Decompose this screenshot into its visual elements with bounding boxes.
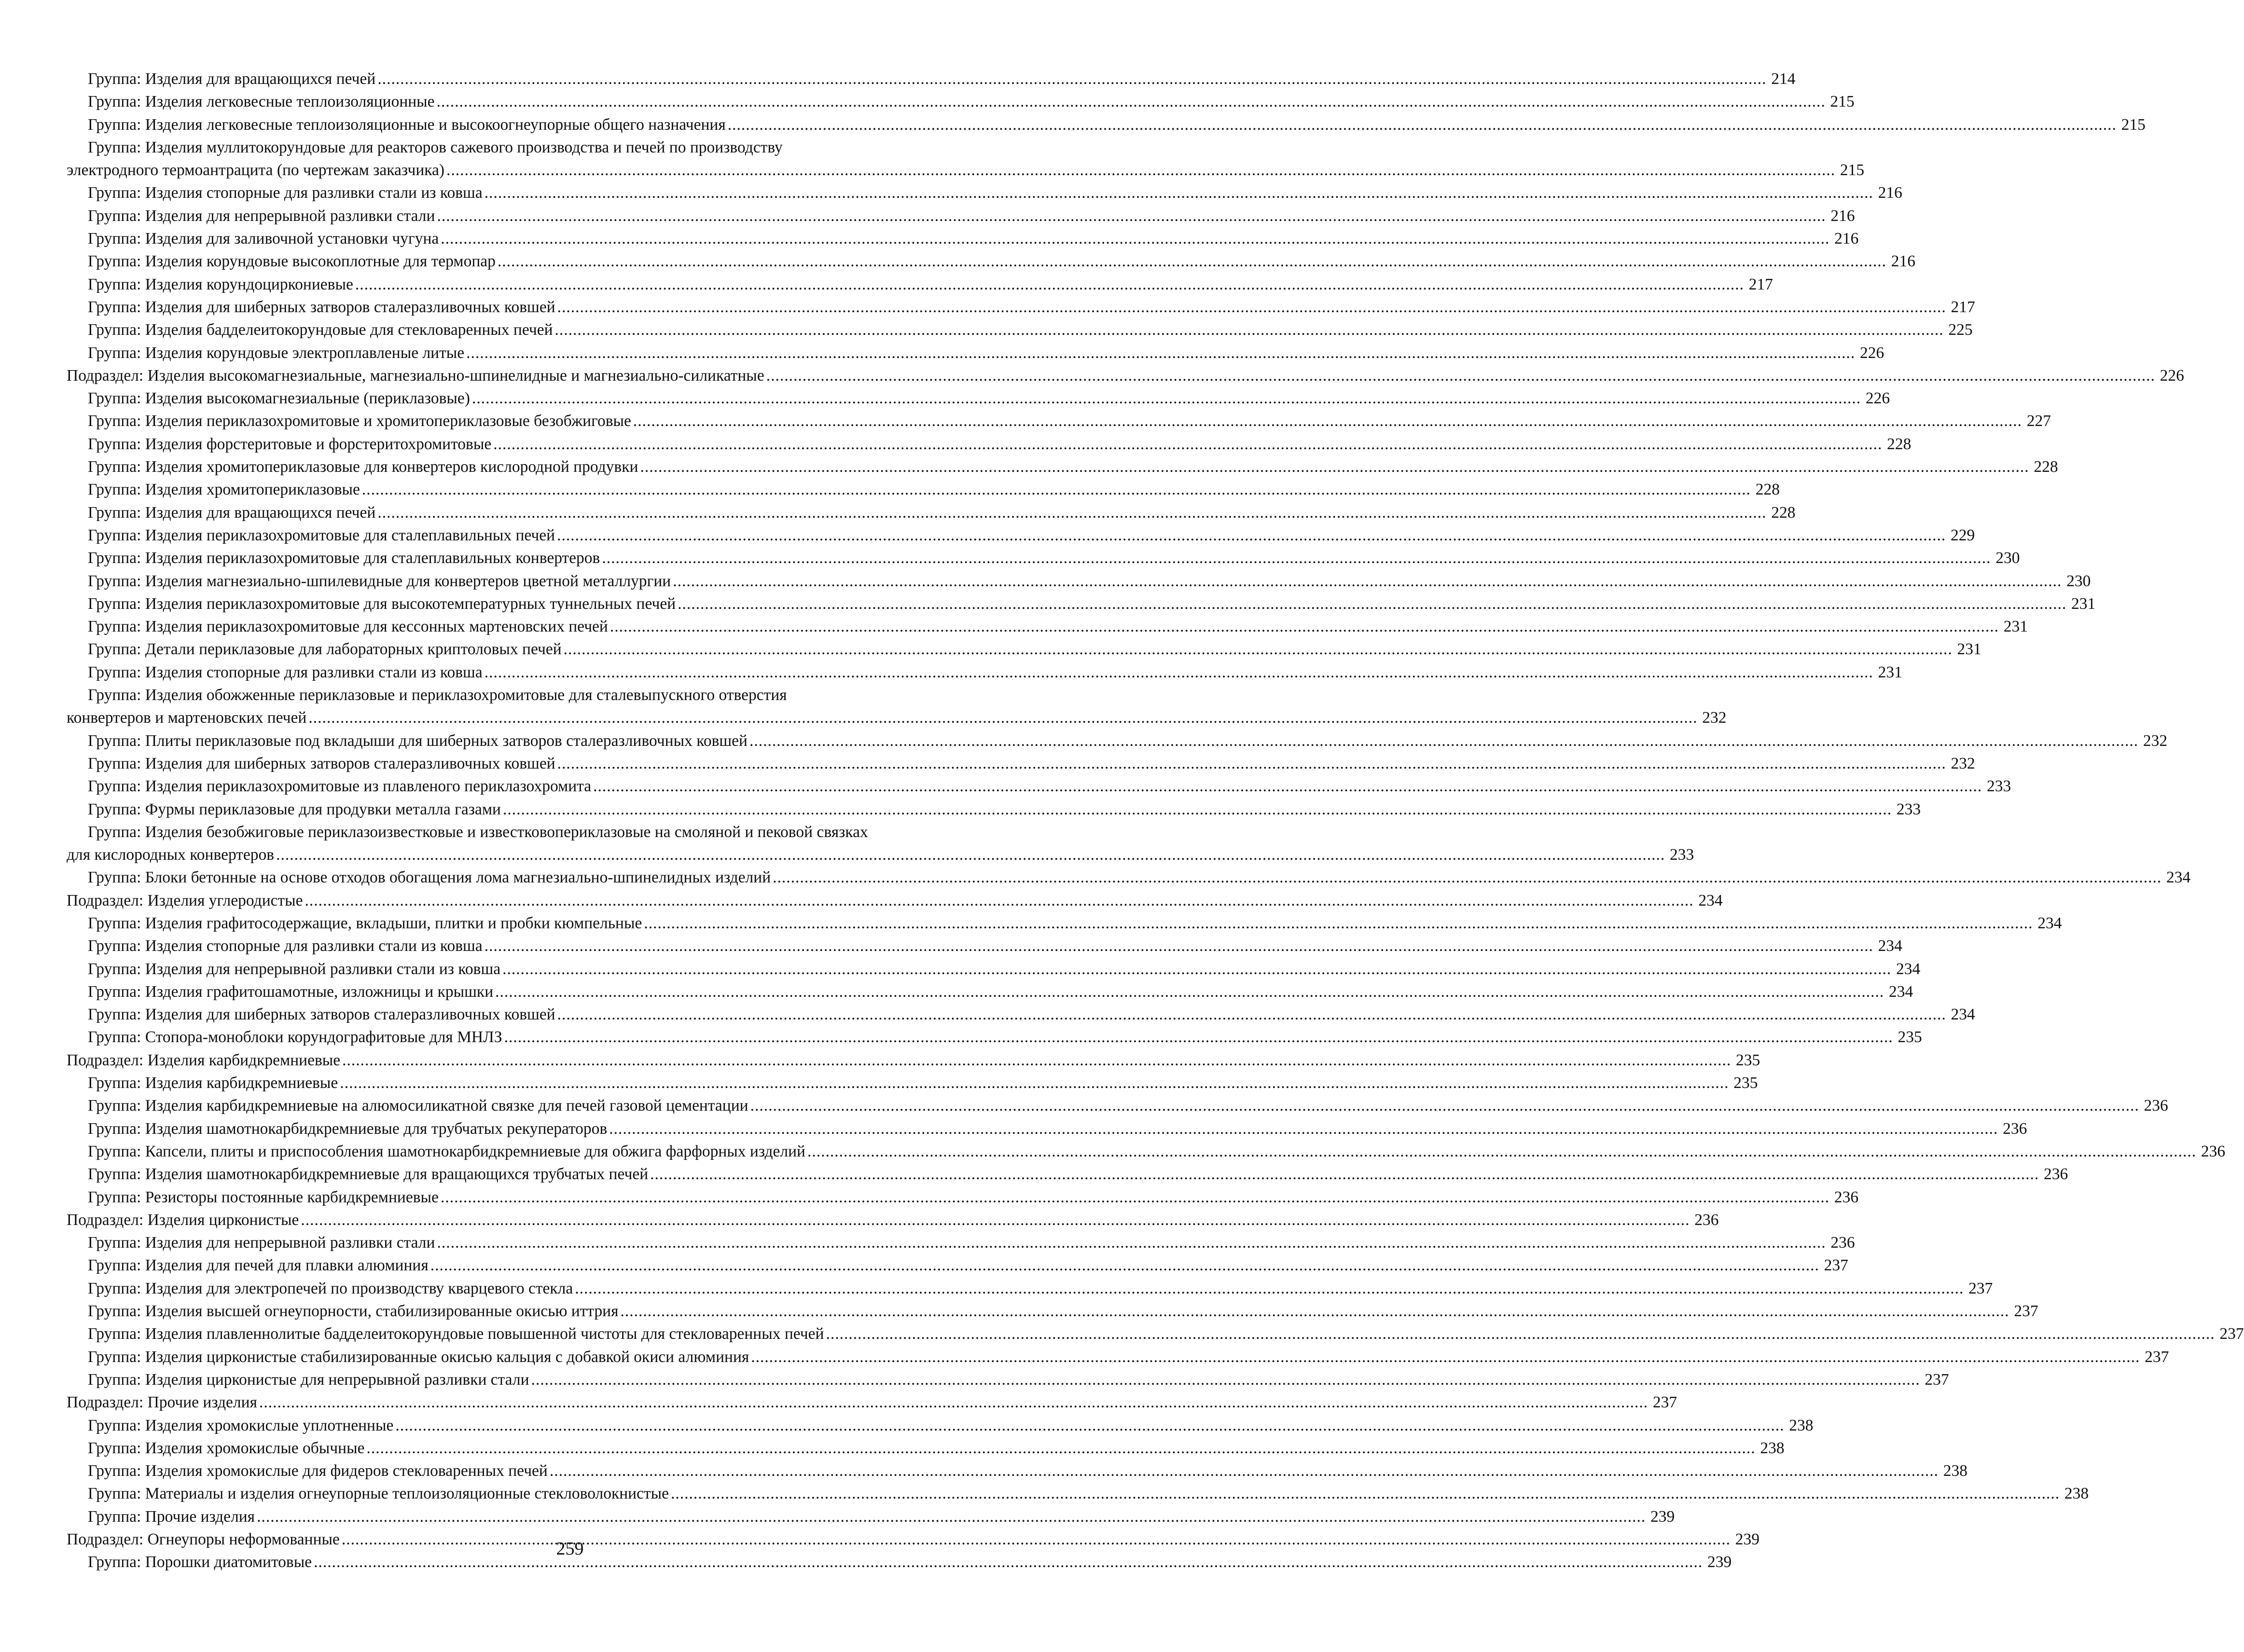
dot-leader bbox=[557, 524, 1946, 547]
toc-entry-title: Группа: Изделия шамотнокарбидкремниевые для вращающихся трубчатых печей bbox=[88, 1165, 649, 1184]
toc-subsection-entry bbox=[67, 1049, 1760, 1072]
toc-subsection-entry bbox=[67, 1391, 1677, 1414]
toc-entry-title: Группа: Изделия хромокислые обычные bbox=[88, 1439, 365, 1457]
toc-entry-title: Группа: Резисторы постоянные карбидкремниевые bbox=[88, 1188, 439, 1206]
toc-entry-title: Группа: Изделия шамотнокарбидкремниевые для трубчатых рекуператоров bbox=[88, 1119, 608, 1138]
toc-entry-title: Группа: Изделия для шиберных затворов сталеразливочных ковшей bbox=[88, 1005, 555, 1024]
toc-entry-page: 228 bbox=[1755, 481, 1780, 499]
toc-group-entry bbox=[67, 455, 2058, 478]
toc-entry-title: Группа: Порошки диатомитовые bbox=[88, 1553, 312, 1571]
toc-subsection-entry bbox=[67, 364, 2184, 387]
table-of-contents bbox=[67, 68, 2244, 1574]
toc-entry-page: 227 bbox=[2026, 412, 2051, 430]
dot-leader bbox=[557, 1003, 1946, 1026]
dot-leader bbox=[308, 706, 1697, 729]
dot-leader bbox=[305, 889, 1694, 912]
toc-entry-title: электродного термоантрацита (по чертежам заказчика) bbox=[67, 161, 445, 179]
toc-entry-title: Группа: Изделия высокомагнезиальные (периклазовые) bbox=[88, 389, 470, 408]
dot-leader bbox=[362, 478, 1751, 501]
toc-entry-page: 234 bbox=[2166, 868, 2191, 887]
toc-entry-title: Группа: Блоки бетонные на основе отходов обогащения лома магнезиально-шпинелидных изделий bbox=[88, 868, 771, 887]
toc-group-entry bbox=[67, 1140, 2226, 1163]
toc-entry-page: 216 bbox=[1830, 206, 1855, 225]
dot-leader bbox=[728, 113, 2117, 136]
toc-group-entry bbox=[67, 730, 2168, 752]
toc-group-entry bbox=[67, 821, 1051, 843]
toc-group-entry bbox=[67, 1026, 1922, 1048]
dot-leader bbox=[493, 433, 1882, 455]
dot-leader bbox=[807, 1140, 2196, 1163]
toc-entry-title: конвертеров и мартеновских печей bbox=[67, 709, 307, 727]
toc-entry-page: 228 bbox=[1771, 503, 1796, 522]
toc-group-entry bbox=[67, 1117, 2027, 1140]
dot-leader bbox=[301, 1209, 1690, 1231]
dot-leader bbox=[602, 547, 1991, 569]
toc-group-entry bbox=[67, 524, 1975, 547]
dot-leader bbox=[504, 1026, 1893, 1048]
toc-entry-page: 215 bbox=[1830, 93, 1855, 111]
toc-entry-title: Группа: Изделия корундовые высокоплотные для термопар bbox=[88, 252, 496, 271]
toc-group-entry bbox=[67, 501, 1796, 524]
toc-group-entry bbox=[67, 90, 1855, 113]
toc-entry-page: 231 bbox=[1878, 663, 1902, 681]
toc-entry-page: 234 bbox=[1878, 937, 1902, 955]
toc-entry-title: Группа: Изделия хромокислые для фидеров стекловаренных печей bbox=[88, 1462, 548, 1480]
toc-entry-page: 237 bbox=[1968, 1279, 1993, 1297]
toc-group-entry bbox=[67, 433, 1912, 455]
toc-group-entry bbox=[67, 205, 1855, 227]
dot-leader bbox=[377, 501, 1766, 524]
dot-leader bbox=[673, 570, 2062, 592]
dot-leader bbox=[498, 250, 1886, 273]
toc-entry-title: Группа: Изделия для непрерывной разливки стали bbox=[88, 206, 435, 225]
toc-group-entry bbox=[67, 1437, 1785, 1459]
dot-leader bbox=[826, 1322, 2215, 1345]
toc-entry-title: Группа: Изделия периклазохромитовые для высокотемпературных туннельных печей bbox=[88, 594, 676, 613]
toc-entry-title: Группа: Изделия корундоциркониевые bbox=[88, 275, 353, 293]
toc-entry-page: 229 bbox=[1950, 526, 1975, 544]
toc-group-entry bbox=[67, 1072, 1758, 1094]
toc-entry-page: 214 bbox=[1771, 70, 1796, 88]
toc-group-entry bbox=[67, 1094, 2168, 1117]
dot-leader bbox=[446, 159, 1835, 181]
toc-entry-title: Группа: Изделия легковесные теплоизоляционные bbox=[88, 93, 435, 111]
toc-entry-page: 236 bbox=[2144, 1097, 2168, 1115]
toc-entry-title: Группа: Изделия периклазохромитовые из плавленого периклазохромита bbox=[88, 777, 592, 796]
toc-entry-title: Группа: Плиты периклазовые под вкладыши для шиберных затворов сталеразливочных ковшей bbox=[88, 731, 748, 750]
toc-entry-title: Группа: Изделия для шиберных затворов сталеразливочных ковшей bbox=[88, 754, 555, 772]
toc-group-entry bbox=[67, 912, 2062, 935]
toc-entry-page: 235 bbox=[1733, 1074, 1758, 1092]
toc-entry-title: Группа: Изделия для шиберных затворов сталеразливочных ковшей bbox=[88, 298, 555, 316]
toc-group-entry bbox=[67, 935, 1902, 957]
toc-entry-title: Группа: Изделия для вращающихся печей bbox=[88, 503, 376, 522]
toc-entry-page: 238 bbox=[1943, 1462, 1967, 1480]
toc-entry-page: 236 bbox=[2003, 1119, 2027, 1138]
toc-entry-page: 236 bbox=[2201, 1142, 2226, 1160]
toc-group-entry bbox=[67, 1277, 1993, 1300]
dot-leader bbox=[749, 730, 2138, 752]
toc-entry-title: Группа: Изделия стопорные для разливки стали из ковша bbox=[88, 937, 483, 955]
toc-entry-page: 230 bbox=[2066, 572, 2091, 590]
toc-subsection-entry bbox=[67, 1209, 1719, 1231]
dot-leader bbox=[430, 1254, 1819, 1277]
toc-entry-title: Группа: Изделия стопорные для разливки стали из ковша bbox=[88, 184, 483, 202]
dot-leader bbox=[355, 273, 1744, 296]
dot-leader bbox=[495, 980, 1884, 1003]
toc-entry-title: Группа: Изделия обожженные периклазовые и периклазохромитовые для сталевыпускного отверстия bbox=[88, 686, 787, 704]
toc-group-entry bbox=[67, 592, 2096, 615]
dot-leader bbox=[550, 1459, 1939, 1482]
dot-leader bbox=[503, 798, 1892, 821]
toc-entry-page: 235 bbox=[1898, 1028, 1922, 1046]
toc-entry-page: 236 bbox=[1834, 1188, 1859, 1206]
toc-group-entry bbox=[67, 318, 1973, 341]
toc-group-entry bbox=[67, 296, 1975, 318]
toc-entry-page: 233 bbox=[1986, 777, 2011, 796]
dot-leader bbox=[485, 935, 1873, 957]
toc-entry-page: 239 bbox=[1735, 1530, 1759, 1548]
toc-entry-page: 215 bbox=[2121, 115, 2146, 134]
dot-leader bbox=[441, 227, 1829, 250]
toc-entry-page: 237 bbox=[2145, 1348, 2169, 1366]
toc-group-entry bbox=[67, 113, 2146, 136]
dot-leader bbox=[377, 68, 1766, 90]
toc-group-entry bbox=[67, 570, 2091, 592]
dot-leader bbox=[437, 90, 1826, 113]
toc-entry-page: 225 bbox=[1948, 321, 1973, 339]
dot-leader bbox=[557, 296, 1946, 318]
toc-entry-page: 230 bbox=[1995, 549, 2020, 567]
toc-entry-title: Подраздел: Огнеупоры неформованные bbox=[67, 1530, 340, 1548]
toc-group-entry bbox=[67, 478, 1780, 501]
dot-leader bbox=[640, 455, 2029, 478]
dot-leader bbox=[621, 1300, 2009, 1322]
dot-leader bbox=[485, 181, 1873, 204]
toc-entry-title: Группа: Изделия карбидкремниевые на алюмосиликатной связке для печей газовой цементации bbox=[88, 1097, 748, 1115]
toc-group-entry bbox=[67, 1163, 2068, 1185]
toc-group-entry bbox=[67, 1231, 1855, 1254]
toc-entry-page: 232 bbox=[2143, 731, 2168, 750]
toc-group-entry bbox=[67, 181, 1902, 204]
toc-group-entry bbox=[67, 1414, 1814, 1437]
dot-leader bbox=[564, 638, 1953, 661]
dot-leader bbox=[609, 1117, 1998, 1140]
toc-group-entry bbox=[67, 342, 1884, 364]
dot-leader bbox=[531, 1368, 1920, 1391]
toc-group-entry bbox=[67, 661, 1902, 684]
dot-leader bbox=[751, 1346, 2140, 1368]
toc-entry-title: Группа: Изделия цирконистые стабилизированные окисью кальция с добавкой окиси алюминия bbox=[88, 1348, 749, 1366]
toc-group-entry bbox=[67, 273, 1773, 296]
toc-entry-page: 228 bbox=[1887, 435, 1912, 453]
toc-entry-title: Группа: Изделия магнезиально-шпилевидные для конвертеров цветной металлургии bbox=[88, 572, 671, 590]
toc-group-entry bbox=[67, 1368, 1949, 1391]
toc-entry-title: Группа: Изделия цирконистые для непрерывной разливки стали bbox=[88, 1370, 529, 1389]
toc-group-entry bbox=[67, 1346, 2169, 1368]
toc-group-entry bbox=[67, 1482, 2089, 1505]
toc-entry-title: Группа: Изделия периклазохромитовые для сталеплавильных печей bbox=[88, 526, 555, 544]
toc-entry-title: Группа: Изделия графитошамотные, изложницы и крышки bbox=[88, 982, 494, 1001]
toc-entry-page: 216 bbox=[1834, 230, 1859, 248]
toc-entry-continuation bbox=[67, 843, 1694, 866]
toc-entry-continuation bbox=[67, 706, 1727, 729]
toc-entry-page: 239 bbox=[1707, 1553, 1732, 1571]
dot-leader bbox=[485, 661, 1873, 684]
toc-group-entry bbox=[67, 1186, 1859, 1209]
toc-entry-page: 234 bbox=[1951, 1005, 1975, 1024]
toc-entry-page: 234 bbox=[2037, 914, 2062, 932]
toc-entry-title: Группа: Изделия корундовые электроплавленые литые bbox=[88, 344, 465, 362]
toc-group-entry bbox=[67, 980, 1913, 1003]
toc-entry-title: Группа: Изделия безобжиговые периклазоизвестковые и известковопериклазовые на смоляной и пековой связках bbox=[88, 823, 868, 841]
dot-leader bbox=[395, 1414, 1784, 1437]
toc-entry-title: Группа: Изделия карбидкремниевые bbox=[88, 1074, 338, 1092]
toc-entry-title: Группа: Изделия хромитопериклазовые для конвертеров кислородной продувки bbox=[88, 458, 638, 476]
toc-group-entry bbox=[67, 1003, 1975, 1026]
toc-entry-page: 217 bbox=[1748, 275, 1773, 293]
toc-entry-title: Группа: Изделия для электропечей по производству кварцевого стекла bbox=[88, 1279, 573, 1297]
dot-leader bbox=[437, 205, 1826, 227]
toc-entry-title: Группа: Прочие изделия bbox=[88, 1507, 255, 1526]
dot-leader bbox=[340, 1072, 1729, 1094]
toc-entry-page: 239 bbox=[1650, 1507, 1675, 1526]
toc-entry-page: 231 bbox=[2003, 618, 2028, 636]
toc-entry-page: 236 bbox=[1694, 1211, 1719, 1229]
toc-entry-page: 233 bbox=[1896, 800, 1921, 818]
toc-entry-title: Группа: Стопора-моноблоки корундографитовые для МНЛЗ bbox=[88, 1028, 502, 1046]
toc-entry-continuation bbox=[67, 159, 1865, 181]
toc-group-entry bbox=[67, 1322, 2244, 1345]
toc-entry-title: Группа: Фурмы периклазовые для продувки металла газами bbox=[88, 800, 501, 818]
toc-group-entry bbox=[67, 387, 1890, 410]
dot-leader bbox=[276, 843, 1665, 866]
toc-entry-page: 237 bbox=[1925, 1370, 1949, 1389]
dot-leader bbox=[633, 410, 2022, 432]
toc-group-entry bbox=[67, 615, 2028, 638]
toc-group-entry bbox=[67, 227, 1859, 250]
toc-entry-title: Группа: Детали периклазовые для лабораторных криптоловых печей bbox=[88, 640, 562, 659]
toc-entry-title: Группа: Изделия для заливочной установки чугуна bbox=[88, 230, 439, 248]
toc-entry-title: Группа: Изделия хромитопериклазовые bbox=[88, 481, 360, 499]
toc-entry-title: Группа: Изделия для вращающихся печей bbox=[88, 70, 376, 88]
toc-entry-title: Группа: Изделия высшей огнеупорности, стабилизированные окисью иттрия bbox=[88, 1302, 619, 1321]
toc-entry-title: Подраздел: Изделия цирконистые bbox=[67, 1211, 299, 1229]
toc-entry-page: 231 bbox=[2071, 594, 2096, 613]
toc-entry-page: 234 bbox=[1698, 891, 1723, 909]
dot-leader bbox=[466, 342, 1855, 364]
page-number: 259 bbox=[556, 1539, 584, 1559]
toc-group-entry bbox=[67, 775, 2011, 798]
toc-group-entry bbox=[67, 68, 1796, 90]
toc-entry-page: 237 bbox=[2219, 1325, 2244, 1343]
toc-group-entry bbox=[67, 798, 1921, 821]
dot-leader bbox=[575, 1277, 1964, 1300]
dot-leader bbox=[342, 1049, 1731, 1072]
dot-leader bbox=[750, 1094, 2139, 1117]
toc-entry-page: 238 bbox=[1760, 1439, 1785, 1457]
dot-leader bbox=[593, 775, 1982, 798]
toc-entry-page: 235 bbox=[1736, 1051, 1760, 1069]
dot-leader bbox=[671, 1482, 2060, 1505]
toc-entry-title: Группа: Изделия для непрерывной разливки стали из ковша bbox=[88, 960, 501, 978]
dot-leader bbox=[678, 592, 2066, 615]
toc-entry-title: Группа: Изделия периклазохромитовые для сталеплавильных конвертеров bbox=[88, 549, 600, 567]
toc-entry-title: Подраздел: Изделия высокомагнезиальные, магнезиально-шпинелидные и магнезиально-силикатные bbox=[67, 366, 764, 385]
toc-entry-page: 217 bbox=[1951, 298, 1975, 316]
toc-entry-page: 216 bbox=[1891, 252, 1916, 271]
toc-entry-page: 238 bbox=[2064, 1485, 2089, 1503]
toc-group-entry bbox=[67, 136, 1051, 159]
dot-leader bbox=[644, 912, 2033, 935]
toc-entry-page: 232 bbox=[1702, 709, 1727, 727]
dot-leader bbox=[773, 866, 2161, 889]
toc-entry-page: 237 bbox=[1824, 1256, 1848, 1275]
toc-entry-title: Группа: Изделия легковесные теплоизоляционные и высокоогнеупорные общего назначения bbox=[88, 115, 726, 134]
toc-entry-title: Группа: Материалы и изделия огнеупорные теплоизоляционные стекловолокнистые bbox=[88, 1485, 669, 1503]
toc-entry-title: для кислородных конвертеров bbox=[67, 846, 275, 864]
toc-group-entry bbox=[67, 547, 2020, 569]
toc-entry-title: Группа: Изделия хромокислые уплотненные bbox=[88, 1416, 394, 1434]
toc-entry-page: 234 bbox=[1889, 982, 1913, 1001]
dot-leader bbox=[766, 364, 2155, 387]
toc-group-entry bbox=[67, 1505, 1675, 1528]
toc-entry-title: Подраздел: Изделия карбидкремниевые bbox=[67, 1051, 341, 1069]
toc-entry-page: 237 bbox=[1652, 1393, 1677, 1412]
toc-entry-title: Группа: Изделия плавленнолитые бадделеитокорундовые повышенной чистоты для стекловаренных печей bbox=[88, 1325, 824, 1343]
toc-entry-title: Группа: Изделия для печей для плавки алюминия bbox=[88, 1256, 429, 1275]
toc-entry-page: 226 bbox=[1865, 389, 1890, 408]
toc-group-entry bbox=[67, 1459, 1967, 1482]
toc-group-entry bbox=[67, 638, 1981, 661]
toc-entry-page: 233 bbox=[1669, 846, 1694, 864]
toc-entry-title: Подраздел: Изделия углеродистые bbox=[67, 891, 303, 909]
dot-leader bbox=[610, 615, 1999, 638]
toc-entry-page: 236 bbox=[1830, 1234, 1855, 1252]
dot-leader bbox=[259, 1391, 1648, 1414]
toc-entry-page: 236 bbox=[2044, 1165, 2068, 1184]
toc-entry-title: Подраздел: Прочие изделия bbox=[67, 1393, 257, 1412]
toc-subsection-entry bbox=[67, 889, 1723, 912]
toc-entry-title: Группа: Изделия графитосодержащие, вкладыши, плитки и пробки кюмпельные bbox=[88, 914, 642, 932]
toc-group-entry bbox=[67, 958, 1921, 980]
toc-entry-title: Группа: Капсели, плиты и приспособления шамотнокарбидкремниевые для обжига фарфорных изделий bbox=[88, 1142, 805, 1160]
dot-leader bbox=[557, 752, 1946, 775]
dot-leader bbox=[472, 387, 1861, 410]
toc-group-entry bbox=[67, 1254, 1848, 1277]
toc-group-entry bbox=[67, 866, 2191, 889]
toc-entry-page: 215 bbox=[1840, 161, 1865, 179]
toc-entry-page: 232 bbox=[1951, 754, 1975, 772]
toc-entry-page: 226 bbox=[2160, 366, 2184, 385]
toc-entry-page: 237 bbox=[2014, 1302, 2038, 1321]
toc-entry-title: Группа: Изделия для непрерывной разливки стали bbox=[88, 1234, 435, 1252]
toc-entry-page: 234 bbox=[1896, 960, 1921, 978]
toc-group-entry bbox=[67, 752, 1975, 775]
toc-entry-page: 238 bbox=[1789, 1416, 1814, 1434]
toc-entry-title: Группа: Изделия форстеритовые и форстеритохромитовые bbox=[88, 435, 492, 453]
toc-entry-title: Группа: Изделия муллитокорундовые для реакторов сажевого производства и печей по производству bbox=[88, 138, 783, 156]
toc-entry-page: 216 bbox=[1878, 184, 1902, 202]
dot-leader bbox=[366, 1437, 1755, 1459]
dot-leader bbox=[555, 318, 1944, 341]
toc-group-entry bbox=[67, 1300, 2038, 1322]
toc-entry-page: 228 bbox=[2034, 458, 2058, 476]
toc-entry-title: Группа: Изделия бадделеитокорундовые для стекловаренных печей bbox=[88, 321, 553, 339]
toc-group-entry bbox=[67, 684, 1051, 706]
dot-leader bbox=[502, 958, 1891, 980]
toc-entry-title: Группа: Изделия периклазохромитовые для кессонных мартеновских печей bbox=[88, 618, 608, 636]
toc-entry-title: Группа: Изделия периклазохромитовые и хромитопериклазовые безобжиговые bbox=[88, 412, 631, 430]
toc-entry-title: Группа: Изделия стопорные для разливки стали из ковша bbox=[88, 663, 483, 681]
dot-leader bbox=[257, 1505, 1646, 1528]
toc-entry-page: 231 bbox=[1957, 640, 1981, 659]
toc-group-entry bbox=[67, 410, 2051, 432]
dot-leader bbox=[650, 1163, 2039, 1185]
toc-group-entry bbox=[67, 250, 1916, 273]
toc-entry-page: 226 bbox=[1860, 344, 1884, 362]
dot-leader bbox=[437, 1231, 1826, 1254]
dot-leader bbox=[441, 1186, 1829, 1209]
